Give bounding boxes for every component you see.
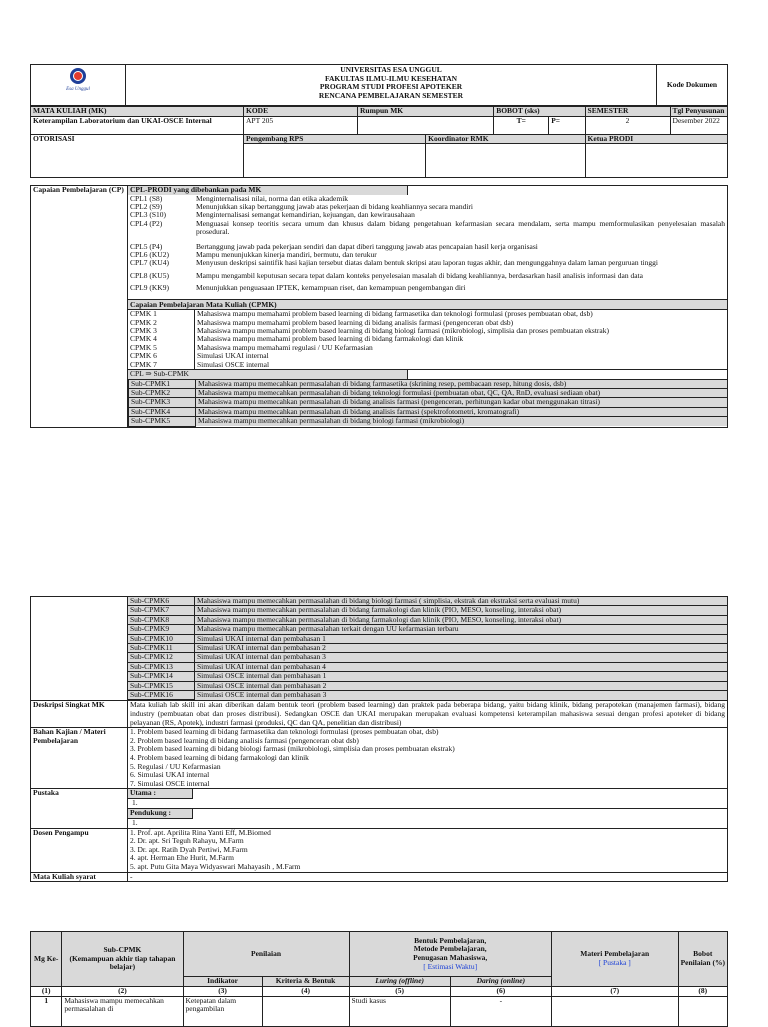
table-row: Sub-CPMK4 Mahasiswa mampu memecahkan permasalahan di bidang analisis farmasi (spektrofotometri, kromatografi)	[129, 407, 728, 416]
h-indikator: Indikator	[183, 977, 262, 987]
cp-label: Capaian Pembelajaran (CP)	[31, 186, 128, 428]
header-titles	[126, 65, 657, 106]
row-indikator: Ketepatan dalam pengambilan	[183, 996, 262, 1026]
h-tgl: Tgl Penyusunan	[670, 107, 727, 117]
cpmk-section	[128, 310, 728, 370]
university-logo	[64, 68, 92, 86]
h-semester: SEMESTER	[585, 107, 670, 117]
list-item: 4. apt. Herman Ehe Hurit, M.Farm	[130, 853, 234, 863]
list-item: 1. Problem based learning di bidang farmasetika dan teknologi formulasi (proses pembuatan obat, dsb)	[130, 727, 439, 737]
list-item: CPL8 (KU5) Mampu mengambil keputusan secara tepat dalam konteks penyelesaian masalah di bidang keahliannya, berdasarkan hasil analisis informasi dan data	[130, 271, 643, 280]
schedule-table	[30, 931, 728, 1027]
row-daring: -	[450, 996, 551, 1026]
cpl-list	[128, 195, 727, 299]
list-item: CPL1 (S8) Menginternalisasi nilai, norma dan etika akademik	[130, 194, 349, 203]
h-kode: KODE	[244, 107, 358, 117]
pustaka-utama: Utama :	[128, 789, 193, 799]
list-item: 3. Problem based learning di bidang biologi farmasi (mikrobiologi, simplisia dan proses pembuatan ekstrak)	[130, 744, 455, 754]
deskripsi-label: Deskripsi Singkat MK	[31, 701, 128, 728]
table-row	[31, 996, 728, 1026]
sub-cpmk-section-a	[128, 370, 728, 427]
h-mg: Mg Ke-	[31, 932, 62, 987]
cp-continued-label	[31, 597, 128, 701]
list-item: 5. apt. Putu Gita Maya Widyaswari Mahayasih , M.Farm	[130, 861, 301, 871]
table-row: Sub-CPMK14 Simulasi OSCE internal dan pembahasan 1	[128, 672, 727, 681]
h-materi: Materi Pembelajaran [ Pustaka ]	[551, 932, 678, 987]
row-bobot	[678, 996, 727, 1026]
row-kriteria	[262, 996, 349, 1026]
col-num-3: (3)	[183, 986, 262, 996]
table-row: Sub-CPMK7 Mahasiswa mampu memecahkan permasalahan di bidang farmakologi dan klinik (PIO, MESO, konseling, interaksi obat)	[128, 606, 727, 615]
list-item: 4. Problem based learning di bidang farmakologi dan klinik	[130, 753, 309, 763]
pustaka-pendukung-item: 1.	[132, 817, 138, 827]
deskripsi-text: Mata kuliah lab skill ini akan diberikan dalam bentuk teori (problem based learning) dan praktek pada beberapa bidang, yaitu bidang klinik, bidang perapotekan (manajemen farmasi), bidang industry (pembuatan obat dan proses distribusi). Sedangkan OSCE dan UKAI merupakan merupakan evaluasi kompetensi keterampilan mahasiswa sesuai dengan profesi apoteker di bidang pelayanan (RS, Apotek), industri farmasi (produksi, QC dan QA, penelitian dan distribusi)	[128, 701, 728, 728]
bahan-label: Bahan Kajian / Materi Pembelajaran	[31, 728, 128, 789]
h-bobot: BOBOT (sks)	[494, 107, 585, 117]
col-num-6: (6)	[450, 986, 551, 996]
table-row: Sub-CPMK6 Mahasiswa mampu memecahkan permasalahan di bidang biologi farmasi ( simplisia, ekstrak dan ekstraksi serta evaluasi mutu)	[128, 597, 727, 606]
table-row: Sub-CPMK13 Simulasi UKAI internal dan pembahasan 4	[128, 662, 727, 671]
bahan-list	[128, 728, 728, 789]
list-item: CPMK 2 Mahasiswa mampu memahami problem based learning di bidang analisis farmasi (pengenceran obat dsb)	[130, 318, 514, 327]
sub-cpmk-list-b	[128, 597, 727, 700]
kaprodi-value	[585, 144, 727, 178]
koordinator-value	[426, 144, 585, 178]
list-item: CPMK 3 Mahasiswa mampu memahami problem based learning di bidang biologi farmasi (mikrobiologi, simplisia dan proses pembuatan ekstrak)	[130, 327, 609, 336]
list-item: CPMK 5 Mahasiswa mampu memahami regulasi / UU Kefarmasian	[130, 343, 373, 352]
h-pengembang: Pengembang RPS	[244, 134, 426, 144]
sub-cpmk-list-a	[128, 379, 727, 427]
pengembang-value	[244, 144, 426, 178]
h-sub-cpmk: Sub-CPMK (Kemampuan akhir tiap tahapan belajar)	[62, 932, 183, 987]
h-koordinator: Koordinator RMK	[426, 134, 585, 144]
col-num-7: (7)	[551, 986, 678, 996]
h-luring: Luring (offline)	[349, 977, 450, 987]
course-table	[30, 106, 728, 178]
pustaka-section	[128, 789, 728, 828]
h-bentuk: Bentuk Pembelajaran, Metode Pembelajaran, Penugasan Mahasiswa, [ Estimasi Waktu]	[349, 932, 551, 977]
h-kaprodi: Ketua PRODI	[585, 134, 727, 144]
course-semester: 2	[585, 116, 670, 134]
pustaka-pendukung: Pendukung :	[128, 809, 193, 819]
list-item: CPL5 (P4) Bertanggung jawab pada pekerjaan sendiri dan dapat diberi tanggung jawab atas pencapaian hasil kerja organisasi	[130, 242, 538, 251]
faculty-name: FAKULTAS ILMU-ILMU KESEHATAN	[324, 73, 458, 83]
course-t: T=	[494, 116, 549, 134]
list-item: CPL6 (KU2) Mampu menunjukkan kinerja mandiri, bermutu, dan terukur	[130, 251, 377, 260]
h-otorisasi: OTORISASI	[31, 134, 244, 178]
cp-continued-table	[30, 596, 728, 882]
sub-cpmk-section-b	[128, 597, 728, 701]
row-luring: Studi kasus	[349, 996, 450, 1026]
pustaka-label: Pustaka	[31, 789, 128, 828]
table-row: Sub-CPMK5 Mahasiswa mampu memecahkan permasalahan di bidang biologi farmasi (mikrobiologi)	[129, 417, 728, 426]
course-kode: APT 205	[244, 116, 358, 134]
dosen-label: Dosen Pengampu	[31, 828, 128, 872]
col-num-1: (1)	[31, 986, 62, 996]
table-row: Sub-CPMK16 Simulasi OSCE internal dan pembahasan 3	[128, 691, 727, 700]
h-penilaian: Penilaian	[183, 932, 349, 977]
course-tgl: Desember 2022	[670, 116, 727, 134]
table-row: Sub-CPMK12 Simulasi UKAI internal dan pembahasan 3	[128, 653, 727, 662]
list-item: 1. Prof. apt. Aprilita Rina Yanti Eff, M.Biomed	[130, 828, 271, 837]
row-materi	[551, 996, 678, 1026]
dosen-list	[128, 828, 728, 872]
list-item: CPL3 (S10) Menginternalisasi semangat kemandirian, kejuangan, dan kewirausahaan	[130, 211, 415, 220]
cp-table	[30, 185, 728, 428]
logo-text: Esa Unggul	[66, 87, 90, 92]
table-row: Sub-CPMK11 Simulasi UKAI internal dan pembahasan 2	[128, 644, 727, 653]
list-item: CPMK 7 Simulasi OSCE internal	[130, 360, 270, 369]
course-rumpun	[358, 116, 494, 134]
table-row: Sub-CPMK1 Mahasiswa mampu memecahkan permasalahan di bidang farmasetika (skrining resep, pembacaan resep, hitung dosis, dsb)	[129, 379, 728, 388]
h-daring: Daring (online)	[450, 977, 551, 987]
header-table	[30, 64, 728, 106]
table-row: Sub-CPMK8 Mahasiswa mampu memecahkan permasalahan di bidang farmakologi dan klinik (PIO, MESO, konseling, interaksi obat)	[128, 615, 727, 624]
cpl-section	[128, 186, 728, 300]
course-p: P=	[549, 116, 585, 134]
cpmk-header: Capaian Pembelajaran Mata Kuliah (CPMK)	[128, 299, 728, 310]
list-item: CPL2 (S9) Menunjukkan sikap bertanggung jawab atas pekerjaan di bidang keahliannya secara mandiri	[130, 203, 473, 211]
cpmk-list	[128, 310, 727, 369]
list-item: 6. Simulasi UKAI internal	[130, 770, 210, 780]
list-item: CPMK 4 Mahasiswa mampu memahami problem based learning di bidang farmakologi dan klinik	[130, 335, 464, 344]
pustaka-utama-item: 1.	[128, 799, 727, 809]
list-item: 3. Dr. apt. Ratih Dyah Pertiwi, M.Farm	[130, 844, 248, 854]
table-row: Sub-CPMK3 Mahasiswa mampu memecahkan permasalahan di bidang analisis farmasi (pengenceran, perhitungan kadar obat menggunakan titrasi)	[129, 398, 728, 407]
university-name: UNIVERSITAS ESA UNGGUL	[340, 65, 442, 74]
col-num-5: (5)	[349, 986, 450, 996]
table-row: Sub-CPMK2 Mahasiswa mampu memecahkan permasalahan di bidang teknologi formulasi (pembuatan obat, QC, QA, RnD, evaluasi sediaan obat)	[129, 388, 728, 397]
col-num-2: (2)	[62, 986, 183, 996]
col-num-8: (8)	[678, 986, 727, 996]
list-item: CPL7 (KU4) Menyusun deskripsi saintifik hasi kajian tersebut diatas dalam bentuk skripsi atau laporan tugas akhir, dan mengunggahnya dalam laman perguruan tinggi	[130, 259, 658, 268]
syarat-value: -	[128, 872, 728, 882]
document-title: RENCANA PEMBELAJARAN SEMESTER	[318, 90, 464, 100]
syarat-label: Mata Kuliah syarat	[31, 872, 128, 882]
cpl-header: CPL-PRODI yang dibebankan pada MK	[128, 186, 408, 195]
row-sub-cpmk: Mahasiswa mampu memecahkan permasalahan di	[62, 996, 183, 1026]
course-name: Keterampilan Laboratorium dan UKAI-OSCE Internal	[31, 116, 244, 134]
logo-cell	[31, 65, 126, 106]
h-bobot-penilaian: Bobot Penilaian (%)	[678, 932, 727, 987]
table-row: Sub-CPMK15 Simulasi OSCE internal dan pembahasan 2	[128, 681, 727, 690]
list-item: CPMK 6 Simulasi UKAI internal	[130, 352, 269, 361]
table-row: Sub-CPMK9 Mahasiswa mampu memecahkan permasalahan terkait dengan UU kefarmasian terbaru	[128, 625, 727, 634]
col-num-4: (4)	[262, 986, 349, 996]
table-row: Sub-CPMK10 Simulasi UKAI internal dan pembahasan 1	[128, 634, 727, 643]
list-item: 5. Regulasi / UU Kefarmasian	[130, 761, 221, 771]
list-item: CPMK 1 Mahasiswa mampu memahami problem based learning di bidang farmasetika dan teknologi formulasi (proses pembuatan obat, dsb)	[130, 310, 593, 319]
list-item: 2. Problem based learning di bidang analisis farmasi (pengenceran obat dsb)	[130, 735, 359, 745]
h-kriteria: Kriteria & Bentuk	[262, 977, 349, 987]
list-item: 2. Dr. apt. Sri Teguh Rahayu, M.Farm	[130, 836, 244, 846]
h-mata-kuliah: MATA KULIAH (MK)	[31, 107, 244, 117]
sub-cpmk-header: CPL ⇒ Sub-CPMK	[128, 370, 408, 378]
program-name: PROGRAM STUDI PROFESI APOTEKER	[319, 82, 463, 91]
list-item: CPL4 (P2) Menguasai konsep teoritis secara umum dan khusus dalam bidang pengetahuan kefarmasian secara mendalam, serta mampu memformulasikan penyelesaian masalah prosedural.	[130, 219, 725, 237]
list-item: CPL9 (KK9) Menunjukkan penguasaan IPTEK, kemampuan riset, dan kemampuan pengembangan diri	[130, 284, 466, 293]
kode-dokumen: Kode Dokumen	[657, 65, 728, 106]
row-mg: 1	[31, 996, 62, 1026]
list-item: 7. Simulasi OSCE internal	[130, 778, 210, 788]
h-rumpun: Rumpun MK	[358, 107, 494, 117]
